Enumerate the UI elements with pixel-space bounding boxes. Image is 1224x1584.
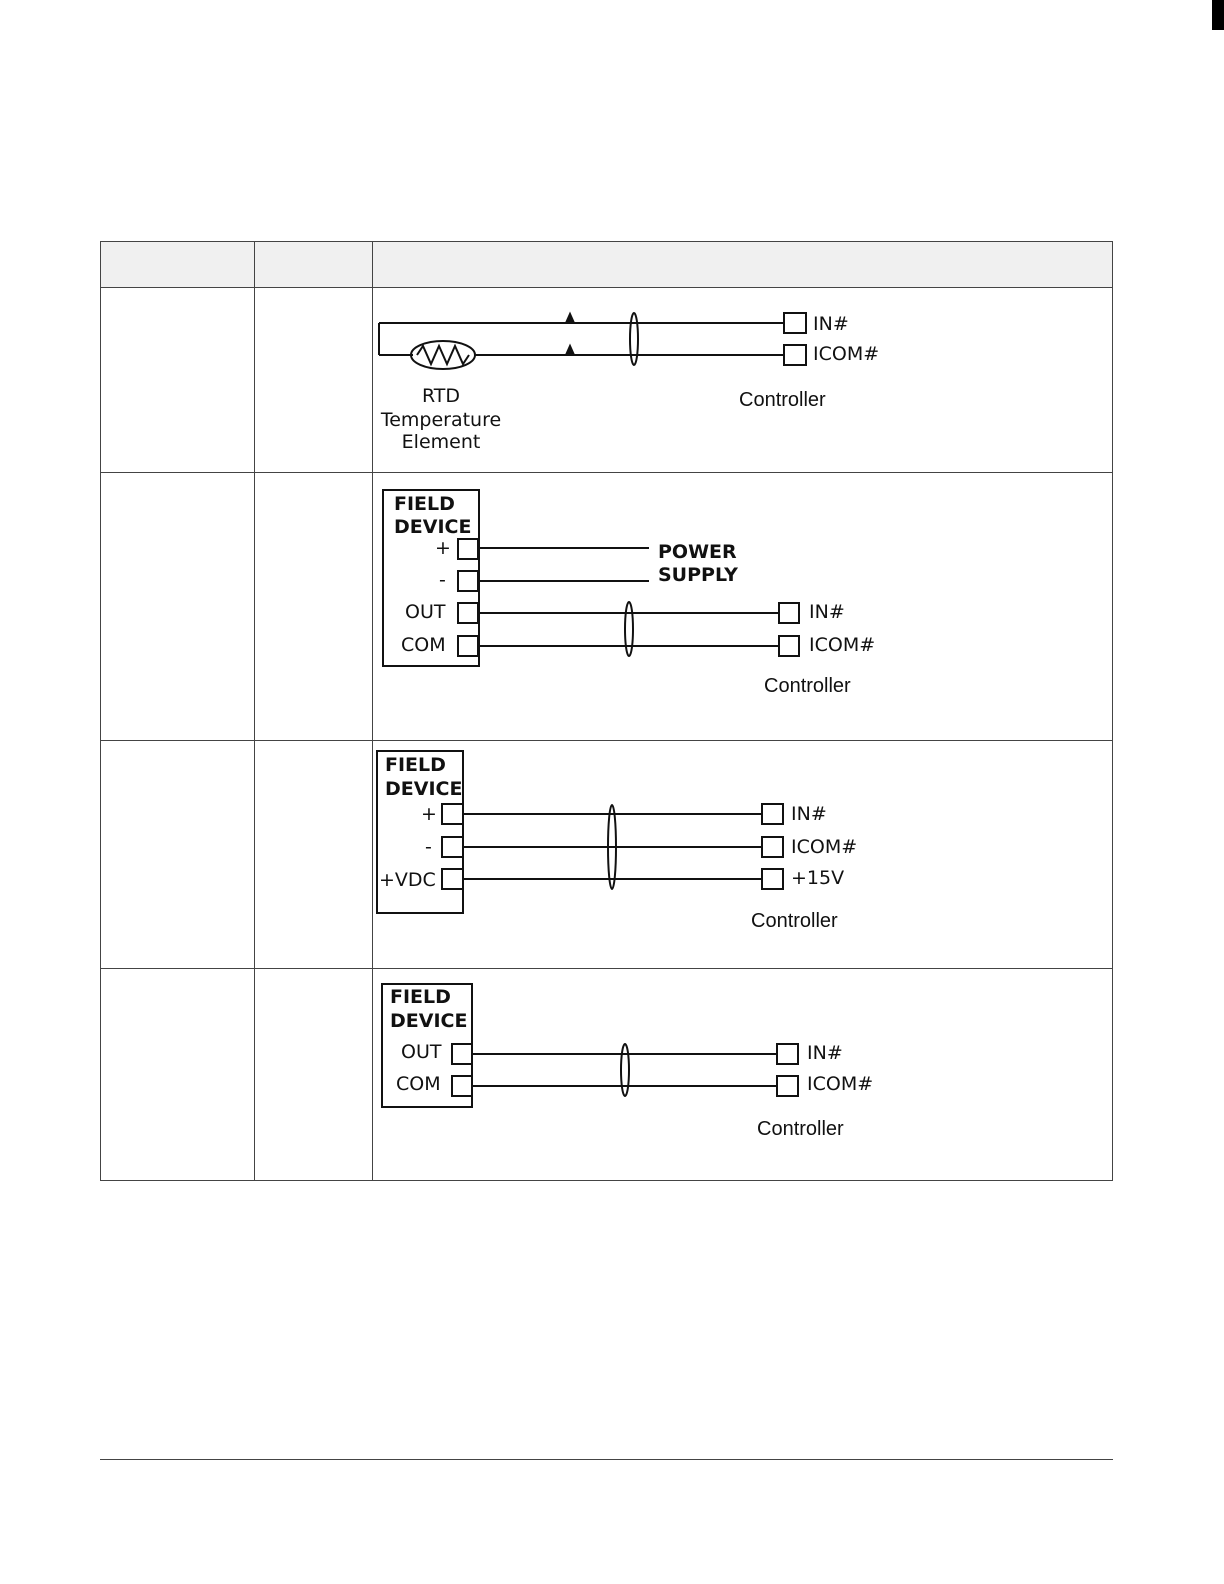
table-cell-empty xyxy=(255,473,373,741)
icom-label: ICOM# xyxy=(807,1073,874,1095)
diagram-cell xyxy=(373,969,1113,1181)
shield-icon xyxy=(630,313,638,365)
in-label: IN# xyxy=(807,1042,843,1064)
table-cell-empty xyxy=(255,288,373,473)
controller-label: Controller xyxy=(764,675,851,697)
minus-label: - xyxy=(425,836,432,858)
terminal-icom xyxy=(777,1076,798,1096)
terminal-icom xyxy=(784,345,806,365)
diagram-cell xyxy=(373,473,1113,741)
com-label: COM xyxy=(396,1073,441,1095)
table-row xyxy=(101,288,1113,473)
in-label: IN# xyxy=(813,313,849,335)
three-wire-wiring-diagram xyxy=(373,741,1111,967)
device-label-2: DEVICE xyxy=(394,516,472,538)
shield-icon xyxy=(625,602,633,656)
terminal-15v xyxy=(762,869,783,889)
terminal-com xyxy=(458,636,478,656)
terminal-plus xyxy=(442,804,463,824)
header-cell-3 xyxy=(373,242,1113,288)
device-label-2: DEVICE xyxy=(390,1010,468,1032)
resistor-zigzag-icon xyxy=(417,346,469,364)
controller-label: Controller xyxy=(757,1118,844,1140)
icom-label: ICOM# xyxy=(791,836,858,858)
15v-label: +15V xyxy=(791,867,845,889)
terminal-plus xyxy=(458,539,478,559)
controller-label: Controller xyxy=(751,910,838,932)
four-wire-wiring-diagram xyxy=(373,473,1111,739)
terminal-in xyxy=(784,313,806,333)
diagram-cell xyxy=(373,288,1113,473)
header-cell-2 xyxy=(255,242,373,288)
icom-label: ICOM# xyxy=(809,634,876,656)
device-label-2: DEVICE xyxy=(385,778,463,800)
terminal-minus xyxy=(458,571,478,591)
out-label: OUT xyxy=(405,601,446,623)
table-cell-empty xyxy=(101,473,255,741)
in-label: IN# xyxy=(809,601,845,623)
footer-rule xyxy=(100,1459,1113,1460)
out-label: OUT xyxy=(401,1041,442,1063)
terminal-out xyxy=(452,1044,472,1064)
terminal-minus xyxy=(442,837,463,857)
terminal-marker-icon xyxy=(566,314,574,323)
rtd-label-3: Element xyxy=(401,431,481,453)
minus-label: - xyxy=(439,569,446,591)
device-label-1: FIELD xyxy=(390,986,451,1008)
icom-label: ICOM# xyxy=(813,343,880,365)
terminal-in xyxy=(777,1044,798,1064)
device-label-1: FIELD xyxy=(385,754,446,776)
rtd-wiring-diagram xyxy=(373,288,1111,472)
terminal-icom xyxy=(779,636,799,656)
table-cell-empty xyxy=(255,741,373,969)
terminal-out xyxy=(458,603,478,623)
com-label: COM xyxy=(401,634,446,656)
rtd-label-2: Temperature xyxy=(380,409,502,431)
two-wire-wiring-diagram xyxy=(373,969,1111,1179)
controller-label: Controller xyxy=(739,389,826,411)
wiring-table xyxy=(100,241,1113,1181)
table-row xyxy=(101,473,1113,741)
table-header-row xyxy=(101,242,1113,288)
terminal-in xyxy=(762,804,783,824)
header-cell-1 xyxy=(101,242,255,288)
power-supply-label-1: POWER xyxy=(658,541,737,563)
table-cell-empty xyxy=(101,741,255,969)
terminal-vdc xyxy=(442,869,463,889)
terminal-marker-icon xyxy=(566,346,574,355)
plus-label: + xyxy=(421,803,437,825)
plus-label: + xyxy=(435,537,451,559)
vdc-label: +VDC xyxy=(379,869,436,891)
terminal-in xyxy=(779,603,799,623)
table-cell-empty xyxy=(255,969,373,1181)
table-cell-empty xyxy=(101,288,255,473)
device-label-1: FIELD xyxy=(394,493,455,515)
diagram-cell xyxy=(373,741,1113,969)
rtd-label-1: RTD xyxy=(421,385,461,407)
table-row xyxy=(101,741,1113,969)
table-cell-empty xyxy=(101,969,255,1181)
terminal-icom xyxy=(762,837,783,857)
page-corner-mark xyxy=(1212,0,1224,30)
in-label: IN# xyxy=(791,803,827,825)
table-row xyxy=(101,969,1113,1181)
power-supply-label-2: SUPPLY xyxy=(658,564,738,586)
shield-icon xyxy=(621,1044,629,1096)
terminal-com xyxy=(452,1076,472,1096)
